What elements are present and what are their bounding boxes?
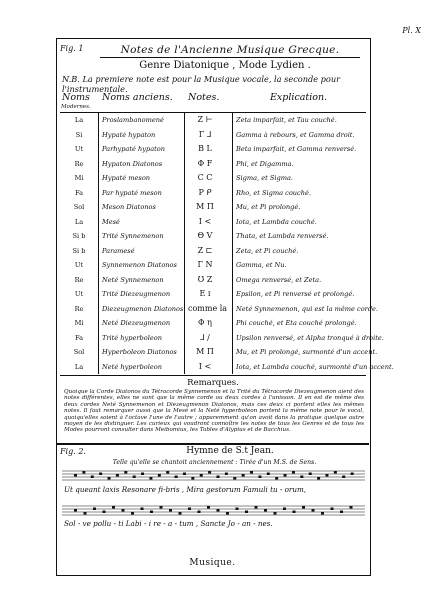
neume-note: [116, 474, 119, 477]
neume-note: [242, 474, 245, 477]
neume-note: [207, 506, 210, 509]
cell-modern: Re: [74, 159, 84, 168]
neume-note: [309, 473, 312, 476]
cell-notes: M Π: [196, 202, 214, 211]
remarks-text: Quoique la Corde Diatonos du Tétracorde Synnemenon et la Trité du Tétracorde Diezeugmenon aient des notes différentes, elles ne sont que la même corde ou deux cordes à l'unisson. Il en est de même des deux cordes Neté Synnemenon et Diezeugmenon Diatonos, mais ces deux ci portent elles les mêmes notes. Il faut remarquer aussi que la Mesé et la Neté hyperboleon portent la même note pour le vocal, quoiqu'elles soient à l'octave l'une de l'autre ; apparemment qu'on avoit dans la pratique quelque autre moyen de les distinguer. Les curieux qui voudront connoître les notes de tous les Genres et de tous les Modes pourront consulter dans Meibomius, les Tables d'Alypius et de Bacchius.: [64, 389, 364, 434]
neume-note: [103, 511, 106, 514]
cell-ancient: Diezeugmenon Diatonos: [102, 304, 184, 313]
cell-ancient: Neté Diezeugmenon: [102, 319, 171, 327]
cell-expl: Gamma à rebours, et Gamma droit.: [236, 130, 355, 139]
neume-note: [191, 477, 194, 480]
neume-note: [258, 476, 261, 479]
table-row: [60, 287, 366, 302]
neume-note: [340, 511, 343, 514]
cell-modern: Mi: [74, 319, 84, 327]
cell-expl: Zeta imparfait, et Tau couché.: [236, 116, 337, 124]
neume-note: [82, 471, 85, 474]
table-row: [60, 171, 366, 186]
cell-notes: Z ⊏: [197, 245, 213, 255]
cell-modern: Ut: [74, 290, 84, 298]
table-row: [60, 302, 379, 317]
cell-modern: Sol: [73, 203, 85, 211]
cell-modern: Sol: [73, 348, 85, 356]
neume-note: [217, 509, 220, 512]
cell-expl: Phi couché, et Eta couché prolongé.: [236, 319, 357, 327]
header-modern-sub: Modernes.: [61, 104, 91, 110]
hymn-lyrics-2: Sol - ve pollu - ti Labi - i re - a - tum , Sancte Jo - an - nes.: [64, 519, 273, 528]
neume-note: [351, 473, 354, 476]
neume-note: [74, 509, 77, 512]
neume-note: [84, 512, 87, 515]
neume-note: [334, 471, 337, 474]
cell-modern: Fa: [74, 188, 84, 197]
neume-note: [208, 471, 211, 474]
subtitle: Genre Diatonique , Mode Lydien .: [139, 60, 311, 71]
cell-notes: Γ ⅃: [198, 129, 212, 139]
neume-note: [131, 512, 134, 515]
cell-ancient: Neté Synnemenon: [102, 275, 164, 284]
cell-modern: Mi: [74, 174, 84, 182]
cell-modern: Fa: [74, 333, 84, 342]
cell-ancient: Neté hyperboleon: [102, 362, 162, 371]
hymn-lyrics-1: Ut queant laxis Resonare fi-bris , Mira gestorum Famuli tu - orum,: [64, 485, 307, 494]
cell-expl: Rho, et Sigma couché.: [236, 188, 311, 197]
neume-note: [133, 476, 136, 479]
header-explication: Explication.: [270, 92, 328, 103]
cell-modern: Re: [74, 275, 84, 284]
neume-note: [198, 511, 201, 514]
table-row: [60, 157, 366, 172]
music-staff-1: [62, 470, 365, 482]
table-row: [60, 229, 366, 244]
neume-note: [302, 506, 305, 509]
cell-notes: B L: [198, 144, 212, 153]
cell-ancient: Mesé: [102, 217, 120, 226]
cell-ancient: Paramesé: [102, 246, 135, 255]
cell-notes: I <: [198, 361, 212, 371]
cell-expl: Iota, et Lambda couché, surmonté d'un accent.: [236, 362, 394, 371]
table-row: [60, 244, 366, 259]
fig2-label: Fig. 2.: [60, 447, 86, 456]
neume-note: [217, 476, 220, 479]
neume-note: [350, 506, 353, 509]
footer-title: Musique.: [189, 558, 236, 568]
cell-notes: I <: [198, 216, 212, 226]
remarks-title: Remarques.: [187, 378, 239, 388]
neume-note: [124, 471, 127, 474]
page-title: Notes de l'Ancienne Musique Grecque.: [100, 44, 360, 58]
neume-note: [312, 509, 315, 512]
table-row: [60, 331, 384, 346]
table-row: [60, 142, 366, 157]
music-staff-2: [62, 505, 365, 517]
section-divider: [56, 443, 369, 445]
cell-modern: La: [74, 116, 84, 124]
table-row: [60, 316, 366, 331]
cell-notes: ⅃ /: [200, 332, 210, 342]
cell-ancient: Synnemenon Diatonos: [102, 261, 177, 269]
neume-note: [99, 473, 102, 476]
table-row: [60, 345, 378, 360]
cell-notes: Z ⊢: [197, 115, 213, 124]
neume-note: [300, 476, 303, 479]
cell-ancient: Trité Synnemenon: [102, 232, 164, 240]
cell-notes: comme la: [188, 303, 228, 313]
header-notes: Notes.: [188, 92, 220, 103]
neume-note: [317, 477, 320, 480]
cell-modern: Si b: [72, 246, 86, 255]
cell-expl: Omega renversé, et Zeta.: [236, 275, 322, 284]
neume-note: [275, 477, 278, 480]
cell-ancient: Hypaté hypaton: [102, 130, 156, 139]
neume-note: [267, 473, 270, 476]
cell-notes: Γ N: [197, 260, 213, 269]
table-row: [60, 273, 366, 288]
cell-expl: Sigma, et Sigma.: [236, 174, 293, 182]
table-row: [60, 360, 394, 375]
neume-note: [175, 476, 178, 479]
neume-note: [160, 506, 163, 509]
neume-note: [293, 511, 296, 514]
neume-note: [264, 509, 267, 512]
neume-note: [283, 508, 286, 511]
neume-note: [122, 509, 125, 512]
cell-ancient: Parhypaté hypaton: [102, 145, 165, 153]
cell-expl: Upsilon renversé, et Alpha tronqué à droite.: [236, 333, 384, 342]
table-row: [60, 186, 366, 201]
cell-notes: Ʊ Z: [197, 274, 213, 284]
cell-modern: La: [74, 217, 84, 226]
cell-notes: E ɪ: [199, 289, 211, 298]
neume-note: [274, 512, 277, 515]
cell-expl: Neté Synnemenon, qui est la même corde.: [236, 304, 379, 313]
plate-number: Pl. X: [402, 26, 421, 35]
table-row: [60, 200, 366, 215]
neume-note: [226, 512, 229, 515]
cell-modern: La: [74, 362, 84, 371]
cell-notes: Φ η: [198, 318, 212, 327]
neume-note: [233, 477, 236, 480]
neume-note: [74, 474, 77, 477]
cell-expl: Gamma, et Nu.: [236, 261, 287, 269]
hymn-source: Telle qu'elle se chantoit anciennement : Tirée d'un M.S. de Sens.: [112, 459, 317, 466]
neume-note: [150, 511, 153, 514]
table-row: [60, 128, 366, 143]
cell-expl: Mu, et Pi prolongé.: [236, 203, 301, 211]
neume-note: [325, 474, 328, 477]
cell-notes: Φ F: [197, 158, 213, 168]
cell-expl: Zeta, et Pi couché.: [236, 246, 299, 255]
neume-note: [112, 506, 115, 509]
cell-ancient: Trité Diezeugmenon: [102, 290, 171, 298]
table-row: [60, 215, 366, 230]
cell-modern: Ut: [74, 145, 84, 153]
neume-note: [321, 512, 324, 515]
hymn-title: Hymne de S.t Jean.: [186, 446, 274, 456]
neume-note: [292, 471, 295, 474]
neume-note: [91, 476, 94, 479]
neume-note: [108, 477, 111, 480]
cell-ancient: Meson Diatonos: [102, 203, 156, 211]
neume-note: [158, 474, 161, 477]
neume-note: [188, 508, 191, 511]
neume-note: [141, 473, 144, 476]
neume-note: [169, 509, 172, 512]
header-modern: Noms: [62, 92, 90, 103]
neume-note: [250, 471, 253, 474]
neume-note: [284, 474, 287, 477]
cell-modern: Si: [75, 130, 83, 139]
table-row: [60, 113, 366, 128]
neume-note: [236, 508, 239, 511]
cell-ancient: Hypaton Diatonos: [102, 159, 163, 168]
cell-notes: Θ V: [197, 231, 213, 240]
cell-modern: Re: [74, 304, 84, 313]
cell-notes: C C: [197, 173, 213, 182]
neume-note: [93, 508, 96, 511]
neume-note: [183, 473, 186, 476]
neume-note: [166, 471, 169, 474]
neume-note: [141, 508, 144, 511]
cell-expl: Iota, et Lambda couché.: [236, 217, 317, 226]
neume-note: [331, 508, 334, 511]
cell-notes: M Π: [196, 347, 214, 356]
cell-expl: Beta imparfait, et Gamma renversé.: [236, 145, 357, 153]
cell-ancient: Hyperboleon Diatonos: [102, 348, 177, 356]
cell-ancient: Hypaté meson: [102, 174, 151, 182]
neume-note: [200, 474, 203, 477]
cell-ancient: Proslambanomené: [102, 116, 164, 124]
nota-bene: N.B. La premiere note est pour la Musique vocale, la seconde pour l'instrumentale.: [62, 74, 341, 94]
cell-notes: P ᑭ: [198, 187, 212, 197]
neume-note: [245, 511, 248, 514]
neume-note: [225, 473, 228, 476]
cell-expl: Thata, et Lambda renversé.: [236, 232, 329, 240]
header-ancient: Noms anciens.: [102, 92, 173, 103]
cell-modern: Si b: [72, 232, 86, 240]
cell-expl: Mu, et Pi prolongé, surmonté d'un accent.: [236, 348, 378, 356]
neume-note: [255, 506, 258, 509]
neume-note: [342, 476, 345, 479]
cell-expl: Phi, et Digamma.: [236, 159, 294, 168]
cell-expl: Epsilon, et Pi renversé et prolongé.: [236, 290, 355, 298]
cell-ancient: Trité hyperboleon: [102, 333, 162, 342]
cell-modern: Ut: [74, 261, 84, 269]
fig1-label: Fig. 1: [60, 44, 84, 53]
neume-note: [149, 477, 152, 480]
neume-note: [179, 512, 182, 515]
table-row: [60, 258, 366, 273]
cell-ancient: Par hypaté meson: [102, 188, 162, 197]
